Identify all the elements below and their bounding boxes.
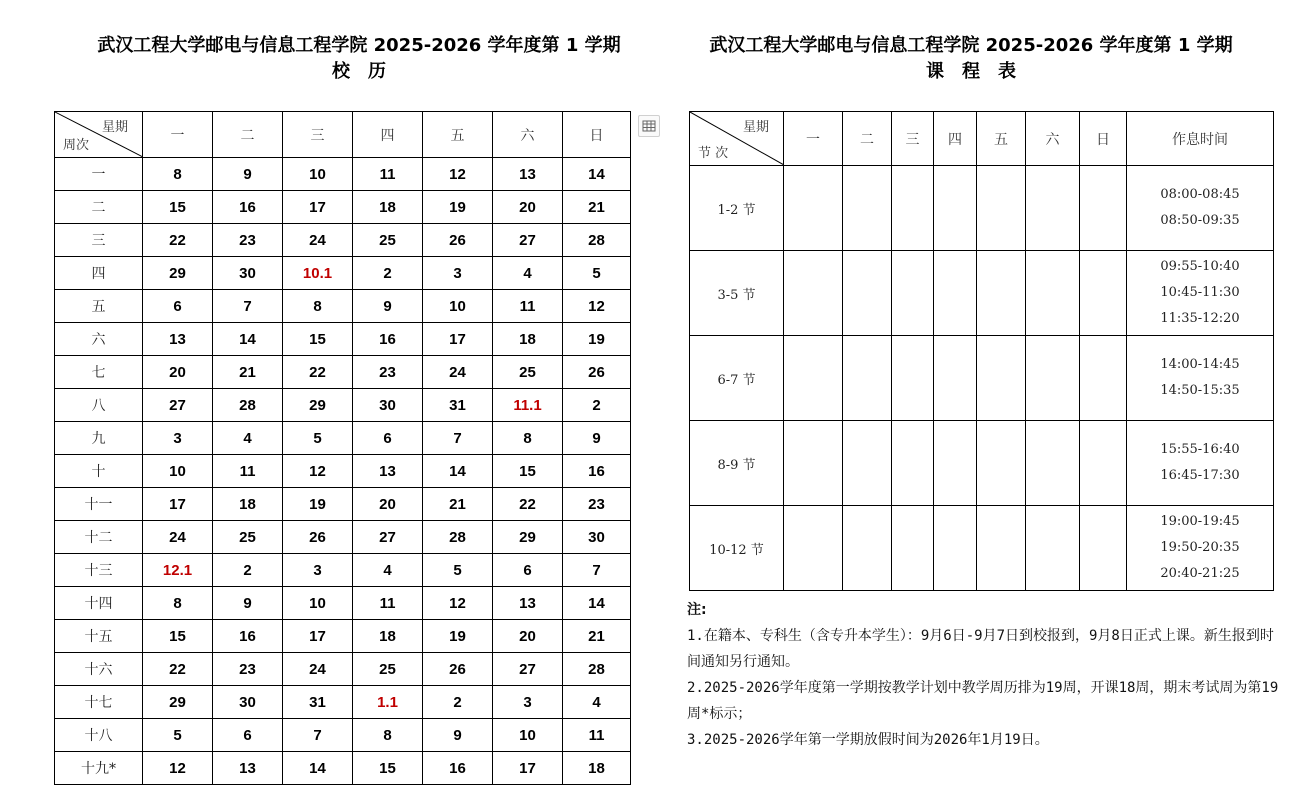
schedule-slot-cell[interactable] (934, 506, 977, 591)
calendar-date-cell: 7 (563, 554, 631, 587)
calendar-date-cell: 13 (493, 587, 563, 620)
calendar-date-cell: 17 (423, 323, 493, 356)
calendar-weekday-header: 日 (563, 112, 631, 158)
corner-period-label: 节 次 (698, 146, 729, 161)
calendar-date-cell: 25 (353, 653, 423, 686)
schedule-weekday-header: 日 (1080, 112, 1127, 166)
calendar-date-cell: 23 (213, 224, 283, 257)
week-number-cell: 十七 (55, 686, 143, 719)
calendar-week-row (55, 158, 631, 191)
calendar-date-cell: 9 (563, 422, 631, 455)
schedule-slot-cell[interactable] (1080, 166, 1127, 251)
calendar-corner-cell (55, 112, 143, 158)
calendar-date-cell: 30 (213, 686, 283, 719)
calendar-date-cell: 23 (563, 488, 631, 521)
schedule-period-row (690, 336, 1274, 421)
calendar-date-cell: 12 (423, 587, 493, 620)
corner-week-label: 周次 (63, 138, 90, 153)
calendar-date-cell: 12 (563, 290, 631, 323)
calendar-date-cell: 12.1 (143, 554, 213, 587)
calendar-date-cell: 11 (563, 719, 631, 752)
schedule-slot-cell[interactable] (934, 166, 977, 251)
calendar-date-cell: 3 (493, 686, 563, 719)
calendar-date-cell: 21 (563, 191, 631, 224)
calendar-date-cell: 14 (423, 455, 493, 488)
calendar-date-cell: 25 (493, 356, 563, 389)
schedule-slot-cell[interactable] (892, 336, 934, 421)
course-schedule-table (689, 111, 1274, 591)
note-item: 2.2025-2026学年度第一学期按教学计划中教学周历排为19周，开课18周，期末考试周为第19周*标示； (687, 680, 1279, 722)
calendar-date-cell: 8 (493, 422, 563, 455)
calendar-date-cell: 2 (563, 389, 631, 422)
calendar-date-cell: 14 (563, 587, 631, 620)
calendar-date-cell: 15 (143, 620, 213, 653)
note-item: 1.在籍本、专科生（含专升本学生）：9月6日-9月7日到校报到，9月8日正式上课。新生报到时间通知另行通知。 (687, 628, 1274, 670)
calendar-date-cell: 22 (283, 356, 353, 389)
calendar-date-cell: 5 (563, 257, 631, 290)
calendar-week-row (55, 488, 631, 521)
calendar-date-cell: 10 (283, 587, 353, 620)
calendar-date-cell: 21 (423, 488, 493, 521)
calendar-date-cell: 25 (353, 224, 423, 257)
schedule-corner-cell (690, 112, 784, 166)
schedule-slot-cell[interactable] (843, 166, 892, 251)
calendar-week-row (55, 323, 631, 356)
week-number-cell: 十八 (55, 719, 143, 752)
time-range: 15:55-16:40 (1160, 442, 1240, 457)
calendar-date-cell: 20 (353, 488, 423, 521)
calendar-date-cell: 18 (353, 620, 423, 653)
calendar-date-cell: 5 (143, 719, 213, 752)
calendar-date-cell: 4 (563, 686, 631, 719)
calendar-date-cell: 4 (213, 422, 283, 455)
calendar-date-cell: 16 (213, 620, 283, 653)
calendar-date-cell: 24 (143, 521, 213, 554)
calendar-date-cell: 12 (283, 455, 353, 488)
calendar-date-cell: 30 (213, 257, 283, 290)
schedule-weekday-header: 四 (934, 112, 977, 166)
schedule-slot-cell[interactable] (1080, 506, 1127, 591)
calendar-date-cell: 7 (283, 719, 353, 752)
time-range: 19:50-20:35 (1160, 540, 1240, 555)
week-number-cell: 四 (55, 257, 143, 290)
calendar-weekday-header: 三 (283, 112, 353, 158)
calendar-title-line1: 武汉工程大学邮电与信息工程学院 2025-2026 学年度第 1 学期 (97, 35, 621, 56)
schedule-slot-cell[interactable] (784, 421, 843, 506)
calendar-week-row (55, 257, 631, 290)
calendar-date-cell: 2 (213, 554, 283, 587)
week-number-cell: 八 (55, 389, 143, 422)
calendar-date-cell: 10 (283, 158, 353, 191)
schedule-title-line2: 课程表 (926, 61, 1034, 82)
calendar-date-cell: 14 (213, 323, 283, 356)
calendar-date-cell: 13 (143, 323, 213, 356)
calendar-date-cell: 6 (143, 290, 213, 323)
time-range: 20:40-21:25 (1160, 566, 1240, 581)
calendar-weekday-header: 四 (353, 112, 423, 158)
calendar-date-cell: 11 (493, 290, 563, 323)
calendar-date-cell: 13 (353, 455, 423, 488)
calendar-date-cell: 13 (493, 158, 563, 191)
calendar-week-row (55, 554, 631, 587)
calendar-date-cell: 25 (213, 521, 283, 554)
week-number-cell: 二 (55, 191, 143, 224)
calendar-date-cell: 29 (143, 257, 213, 290)
calendar-date-cell: 3 (143, 422, 213, 455)
schedule-slot-cell[interactable] (784, 506, 843, 591)
period-label-cell: 8-9 节 (690, 421, 784, 506)
week-number-cell: 九 (55, 422, 143, 455)
calendar-title (54, 33, 664, 85)
calendar-date-cell: 26 (283, 521, 353, 554)
calendar-date-cell: 29 (283, 389, 353, 422)
time-range: 09:55-10:40 (1160, 259, 1240, 274)
calendar-date-cell: 23 (353, 356, 423, 389)
schedule-weekday-header: 六 (1026, 112, 1080, 166)
calendar-date-cell: 15 (283, 323, 353, 356)
schedule-slot-cell[interactable] (934, 421, 977, 506)
calendar-date-cell: 3 (423, 257, 493, 290)
calendar-date-cell: 10.1 (283, 257, 353, 290)
schedule-slot-cell[interactable] (934, 251, 977, 336)
calendar-date-cell: 28 (423, 521, 493, 554)
schedule-slot-cell[interactable] (1080, 251, 1127, 336)
calendar-date-cell: 11 (213, 455, 283, 488)
calendar-date-cell: 22 (493, 488, 563, 521)
calendar-date-cell: 11.1 (493, 389, 563, 422)
calendar-date-cell: 28 (563, 653, 631, 686)
calendar-week-row (55, 389, 631, 422)
period-label-cell: 1-2 节 (690, 166, 784, 251)
calendar-date-cell: 27 (493, 224, 563, 257)
schedule-slot-cell[interactable] (1026, 336, 1080, 421)
schedule-slot-cell[interactable] (843, 421, 892, 506)
week-number-cell: 五 (55, 290, 143, 323)
notes-section (687, 597, 1282, 753)
calendar-week-row (55, 752, 631, 785)
week-number-cell: 十五 (55, 620, 143, 653)
schedule-slot-cell[interactable] (1026, 166, 1080, 251)
calendar-week-row (55, 521, 631, 554)
schedule-slot-cell[interactable] (977, 336, 1026, 421)
calendar-date-cell: 16 (423, 752, 493, 785)
week-number-cell: 十九* (55, 752, 143, 785)
calendar-date-cell: 27 (493, 653, 563, 686)
calendar-date-cell: 8 (143, 158, 213, 191)
calendar-date-cell: 17 (143, 488, 213, 521)
schedule-slot-cell[interactable] (892, 166, 934, 251)
table-icon-glyph (639, 116, 659, 136)
calendar-date-cell: 14 (283, 752, 353, 785)
calendar-date-cell: 2 (353, 257, 423, 290)
calendar-date-cell: 28 (563, 224, 631, 257)
schedule-slot-cell[interactable] (1026, 506, 1080, 591)
calendar-weekday-header: 二 (213, 112, 283, 158)
calendar-date-cell: 17 (283, 620, 353, 653)
calendar-date-cell: 21 (213, 356, 283, 389)
schedule-title-line1: 武汉工程大学邮电与信息工程学院 2025-2026 学年度第 1 学期 (709, 35, 1233, 56)
schedule-weekday-header: 三 (892, 112, 934, 166)
calendar-date-cell: 15 (143, 191, 213, 224)
week-number-cell: 十三 (55, 554, 143, 587)
time-range: 16:45-17:30 (1160, 468, 1240, 483)
calendar-date-cell: 20 (493, 620, 563, 653)
calendar-date-cell: 19 (563, 323, 631, 356)
calendar-date-cell: 2 (423, 686, 493, 719)
calendar-date-cell: 19 (423, 191, 493, 224)
calendar-date-cell: 24 (283, 224, 353, 257)
time-range: 14:50-15:35 (1160, 383, 1240, 398)
calendar-week-row (55, 191, 631, 224)
calendar-date-cell: 10 (143, 455, 213, 488)
calendar-date-cell: 28 (213, 389, 283, 422)
calendar-date-cell: 6 (213, 719, 283, 752)
calendar-date-cell: 27 (353, 521, 423, 554)
calendar-date-cell: 20 (143, 356, 213, 389)
calendar-date-cell: 10 (423, 290, 493, 323)
calendar-title-line2: 校历 (332, 61, 404, 82)
calendar-date-cell: 12 (423, 158, 493, 191)
calendar-date-cell: 12 (143, 752, 213, 785)
calendar-date-cell: 16 (353, 323, 423, 356)
calendar-date-cell: 17 (283, 191, 353, 224)
schedule-header-row (690, 112, 1274, 166)
calendar-date-cell: 24 (283, 653, 353, 686)
calendar-week-row (55, 719, 631, 752)
calendar-date-cell: 19 (423, 620, 493, 653)
calendar-week-row (55, 422, 631, 455)
corner-weekday-label: 星期 (742, 120, 769, 135)
calendar-weekday-header: 五 (423, 112, 493, 158)
schedule-slot-cell[interactable] (1026, 421, 1080, 506)
week-number-cell: 十二 (55, 521, 143, 554)
calendar-date-cell: 8 (283, 290, 353, 323)
calendar-header-row (55, 112, 631, 158)
period-label-cell: 6-7 节 (690, 336, 784, 421)
calendar-weekday-header: 一 (143, 112, 213, 158)
calendar-date-cell: 20 (493, 191, 563, 224)
schedule-slot-cell[interactable] (1026, 251, 1080, 336)
calendar-week-row (55, 653, 631, 686)
time-range-cell (1127, 336, 1274, 421)
calendar-date-cell: 6 (353, 422, 423, 455)
calendar-date-cell: 8 (353, 719, 423, 752)
calendar-date-cell: 22 (143, 653, 213, 686)
schedule-slot-cell[interactable] (892, 421, 934, 506)
calendar-date-cell: 30 (353, 389, 423, 422)
calendar-date-cell: 14 (563, 158, 631, 191)
period-label-cell: 10-12 节 (690, 506, 784, 591)
schedule-period-row (690, 251, 1274, 336)
time-range: 11:35-12:20 (1160, 311, 1240, 326)
calendar-date-cell: 16 (213, 191, 283, 224)
schedule-slot-cell[interactable] (892, 251, 934, 336)
calendar-date-cell: 26 (563, 356, 631, 389)
time-range: 19:00-19:45 (1160, 514, 1240, 529)
calendar-date-cell: 18 (213, 488, 283, 521)
calendar-date-cell: 18 (353, 191, 423, 224)
calendar-week-row (55, 587, 631, 620)
calendar-week-row (55, 290, 631, 323)
schedule-slot-cell[interactable] (843, 251, 892, 336)
calendar-date-cell: 15 (353, 752, 423, 785)
calendar-date-cell: 8 (143, 587, 213, 620)
calendar-date-cell: 31 (283, 686, 353, 719)
calendar-date-cell: 11 (353, 587, 423, 620)
schedule-slot-cell[interactable] (1080, 336, 1127, 421)
schedule-slot-cell[interactable] (784, 251, 843, 336)
calendar-week-row (55, 686, 631, 719)
schedule-slot-cell[interactable] (934, 336, 977, 421)
calendar-date-cell: 6 (493, 554, 563, 587)
schedule-title (666, 33, 1276, 85)
calendar-week-row (55, 224, 631, 257)
calendar-weekday-header: 六 (493, 112, 563, 158)
schedule-slot-cell[interactable] (784, 166, 843, 251)
calendar-date-cell: 22 (143, 224, 213, 257)
schedule-slot-cell[interactable] (977, 166, 1026, 251)
calendar-date-cell: 9 (213, 587, 283, 620)
schedule-period-row (690, 166, 1274, 251)
schedule-period-row (690, 421, 1274, 506)
notes-title: 注: (687, 602, 707, 618)
schedule-weekday-header: 二 (843, 112, 892, 166)
schedule-time-header: 作息时间 (1127, 112, 1274, 166)
table-icon[interactable] (638, 115, 660, 137)
week-number-cell: 七 (55, 356, 143, 389)
calendar-date-cell: 29 (143, 686, 213, 719)
time-range: 08:00-08:45 (1160, 187, 1240, 202)
schedule-slot-cell[interactable] (784, 336, 843, 421)
calendar-date-cell: 7 (423, 422, 493, 455)
schedule-slot-cell[interactable] (977, 506, 1026, 591)
time-range-cell (1127, 421, 1274, 506)
calendar-date-cell: 9 (213, 158, 283, 191)
calendar-date-cell: 24 (423, 356, 493, 389)
week-number-cell: 三 (55, 224, 143, 257)
calendar-date-cell: 1.1 (353, 686, 423, 719)
calendar-date-cell: 5 (283, 422, 353, 455)
time-range: 08:50-09:35 (1160, 213, 1240, 228)
calendar-date-cell: 19 (283, 488, 353, 521)
calendar-date-cell: 4 (493, 257, 563, 290)
calendar-date-cell: 9 (423, 719, 493, 752)
time-range-cell (1127, 251, 1274, 336)
calendar-date-cell: 5 (423, 554, 493, 587)
calendar-date-cell: 23 (213, 653, 283, 686)
calendar-date-cell: 30 (563, 521, 631, 554)
week-number-cell: 一 (55, 158, 143, 191)
calendar-date-cell: 7 (213, 290, 283, 323)
schedule-period-row (690, 506, 1274, 591)
time-range-cell (1127, 506, 1274, 591)
time-range-cell (1127, 166, 1274, 251)
time-range: 14:00-14:45 (1160, 357, 1240, 372)
calendar-date-cell: 3 (283, 554, 353, 587)
week-number-cell: 十 (55, 455, 143, 488)
schedule-slot-cell[interactable] (977, 251, 1026, 336)
schedule-weekday-header: 五 (977, 112, 1026, 166)
calendar-date-cell: 18 (563, 752, 631, 785)
schedule-slot-cell[interactable] (843, 506, 892, 591)
calendar-date-cell: 11 (353, 158, 423, 191)
calendar-date-cell: 18 (493, 323, 563, 356)
calendar-date-cell: 17 (493, 752, 563, 785)
school-calendar-table (54, 111, 631, 785)
calendar-date-cell: 13 (213, 752, 283, 785)
schedule-slot-cell[interactable] (843, 336, 892, 421)
time-range: 10:45-11:30 (1160, 285, 1240, 300)
week-number-cell: 十一 (55, 488, 143, 521)
calendar-date-cell: 26 (423, 653, 493, 686)
corner-weekday-label: 星期 (101, 120, 128, 135)
calendar-week-row (55, 356, 631, 389)
schedule-slot-cell[interactable] (1080, 421, 1127, 506)
schedule-slot-cell[interactable] (977, 421, 1026, 506)
week-number-cell: 十六 (55, 653, 143, 686)
schedule-weekday-header: 一 (784, 112, 843, 166)
calendar-week-row (55, 620, 631, 653)
schedule-slot-cell[interactable] (892, 506, 934, 591)
calendar-week-row (55, 455, 631, 488)
calendar-date-cell: 26 (423, 224, 493, 257)
calendar-date-cell: 29 (493, 521, 563, 554)
calendar-date-cell: 27 (143, 389, 213, 422)
calendar-date-cell: 21 (563, 620, 631, 653)
calendar-date-cell: 10 (493, 719, 563, 752)
period-label-cell: 3-5 节 (690, 251, 784, 336)
week-number-cell: 六 (55, 323, 143, 356)
note-item: 3.2025-2026学年第一学期放假时间为2026年1月19日。 (687, 732, 1049, 748)
calendar-date-cell: 15 (493, 455, 563, 488)
calendar-date-cell: 31 (423, 389, 493, 422)
week-number-cell: 十四 (55, 587, 143, 620)
calendar-date-cell: 4 (353, 554, 423, 587)
calendar-date-cell: 9 (353, 290, 423, 323)
calendar-date-cell: 16 (563, 455, 631, 488)
